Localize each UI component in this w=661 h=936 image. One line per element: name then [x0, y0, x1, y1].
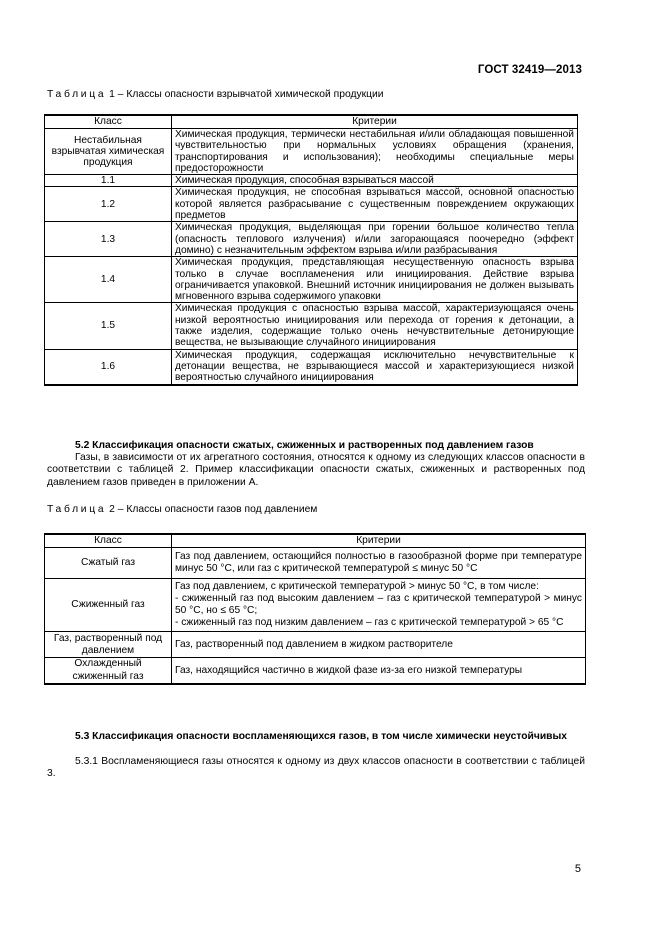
table2-criteria-line: - сжиженный газ под высоким давлением – газ с критической температурой > минус 50 °С, но ≤ 65 °С; — [175, 592, 582, 617]
table1-class-cell: 1.5 — [45, 303, 172, 349]
table-row — [45, 548, 586, 578]
table1-class-cell: Нестабильная взрывчатая химическая продукция — [45, 129, 172, 175]
table1-class-cell: 1.2 — [45, 187, 172, 222]
table1-class-cell: 1.4 — [45, 257, 172, 303]
table1-criteria-cell: Химическая продукция, выделяющая при горении большое количество тепла (опасность теплового излучения) и/или загорающаяся поочередно (эффект домино) с незначительным эффектом взрыва и/или разбрасывания — [172, 222, 578, 257]
section-5-3-heading: 5.3 Классификация опасности воспламеняющихся газов, в том числе химически неустойчивых — [75, 731, 568, 742]
table1-col-class: Класс — [45, 115, 172, 129]
table1-criteria-cell: Химическая продукция, содержащая исключительно нечувствительные к детонации вещества, не взрывающиеся массой и характеризующиеся низкой вероятностью случайного инициирования — [172, 349, 578, 384]
table1-class-cell: 1.1 — [45, 175, 172, 187]
table1-caption-word: Таблица — [47, 89, 107, 100]
table2-criteria-cell: Газ, находящийся частично в жидкой фазе из-за его низкой температуры — [172, 658, 586, 684]
table-row — [45, 632, 586, 658]
table2-criteria-line: Газ под давлением, с критической температурой > минус 50 °С, в том числе: — [175, 580, 539, 592]
table1-header-row — [45, 115, 578, 129]
table-row — [45, 303, 578, 349]
table2-criteria-line: - сжиженный газ под низким давлением – газ с критической температурой > 65 °С — [175, 617, 564, 629]
table2-class-cell: Охлажденный сжиженный газ — [45, 658, 172, 684]
table1-caption-text: 1 – Классы опасности взрывчатой химической продукции — [109, 89, 384, 100]
table-row — [45, 257, 578, 303]
table1-explosive-classes — [44, 114, 578, 386]
table2-col-criteria: Критерии — [172, 534, 586, 548]
table2-class-cell: Сжатый газ — [45, 548, 172, 578]
table-row — [45, 175, 578, 187]
section-5-2-heading: 5.2 Классификация опасности сжатых, сжиженных и растворенных под давлением газов — [75, 440, 534, 451]
table2-gas-classes — [44, 533, 586, 685]
table2-header-row — [45, 534, 586, 548]
table1-criteria-cell: Химическая продукция, способная взрываться массой — [172, 175, 578, 187]
table2-caption-text: 2 – Классы опасности газов под давлением — [109, 504, 318, 515]
table-row — [45, 658, 586, 684]
table2-class-cell: Газ, растворенный под давлением — [45, 632, 172, 658]
table2-caption — [47, 504, 317, 515]
table2-caption-word: Таблица — [47, 504, 107, 515]
section-5-3-1-text: 5.3.1 Воспламеняющиеся газы относятся к одному из двух классов опасности в соответствии с таблицей 3. — [47, 756, 585, 780]
table2-criteria-cell: Газ, растворенный под давлением в жидком растворителе — [172, 632, 586, 658]
table1-criteria-cell: Химическая продукция, термически нестабильная и/или обладающая повышенной чувствительностью при нормальных условиях обращения (хранения, транспортирования и использования); необходимы специальные меры предосторожности — [172, 129, 578, 175]
table-row — [45, 129, 578, 175]
section-5-2-text: Газы, в зависимости от их агрегатного состояния, относятся к одному из следующих классов опасности в соответствии с таблицей 2. Пример классификации опасности сжатых, сжиженных и растворенных под давлением газов приведен в приложении А. — [47, 452, 585, 488]
document-code: ГОСТ 32419—2013 — [477, 64, 582, 76]
table-row — [45, 187, 578, 222]
table2-class-cell: Сжиженный газ — [45, 578, 172, 632]
table-row — [45, 349, 578, 384]
table-row — [45, 578, 586, 632]
table1-caption — [47, 89, 384, 100]
table1-criteria-cell: Химическая продукция, не способная взрываться массой, основной опасностью которой является разбрасывание с существенным повреждением окружающих предметов — [172, 187, 578, 222]
table1-col-criteria: Критерии — [172, 115, 578, 129]
table1-class-cell: 1.3 — [45, 222, 172, 257]
table1-criteria-cell: Химическая продукция с опасностью взрыва массой, характеризующаяся очень низкой вероятностью инициирования или перехода от горения к детонации, а также изделия, содержащие только очень нечувствительные детонирующие вещества, не вызывающие случайного инициирования — [172, 303, 578, 349]
table2-criteria-cell: Газ под давлением, остающийся полностью в газообразной форме при температуре минус 50 °С, или газ с критической температурой ≤ минус 50 °С — [172, 548, 586, 578]
table1-class-cell: 1.6 — [45, 349, 172, 384]
table2-col-class: Класс — [45, 534, 172, 548]
table-row — [45, 222, 578, 257]
page-number: 5 — [574, 863, 581, 875]
table1-criteria-cell: Химическая продукция, представляющая несущественную опасность взрыва только в случае воспламенения или инициирования. Действие взрыва ограничивается упаковкой. Внешний источник инициирования не должен вызывать мгновенного взрыва содержимого упаковки — [172, 257, 578, 303]
table2-criteria-cell — [172, 578, 586, 632]
